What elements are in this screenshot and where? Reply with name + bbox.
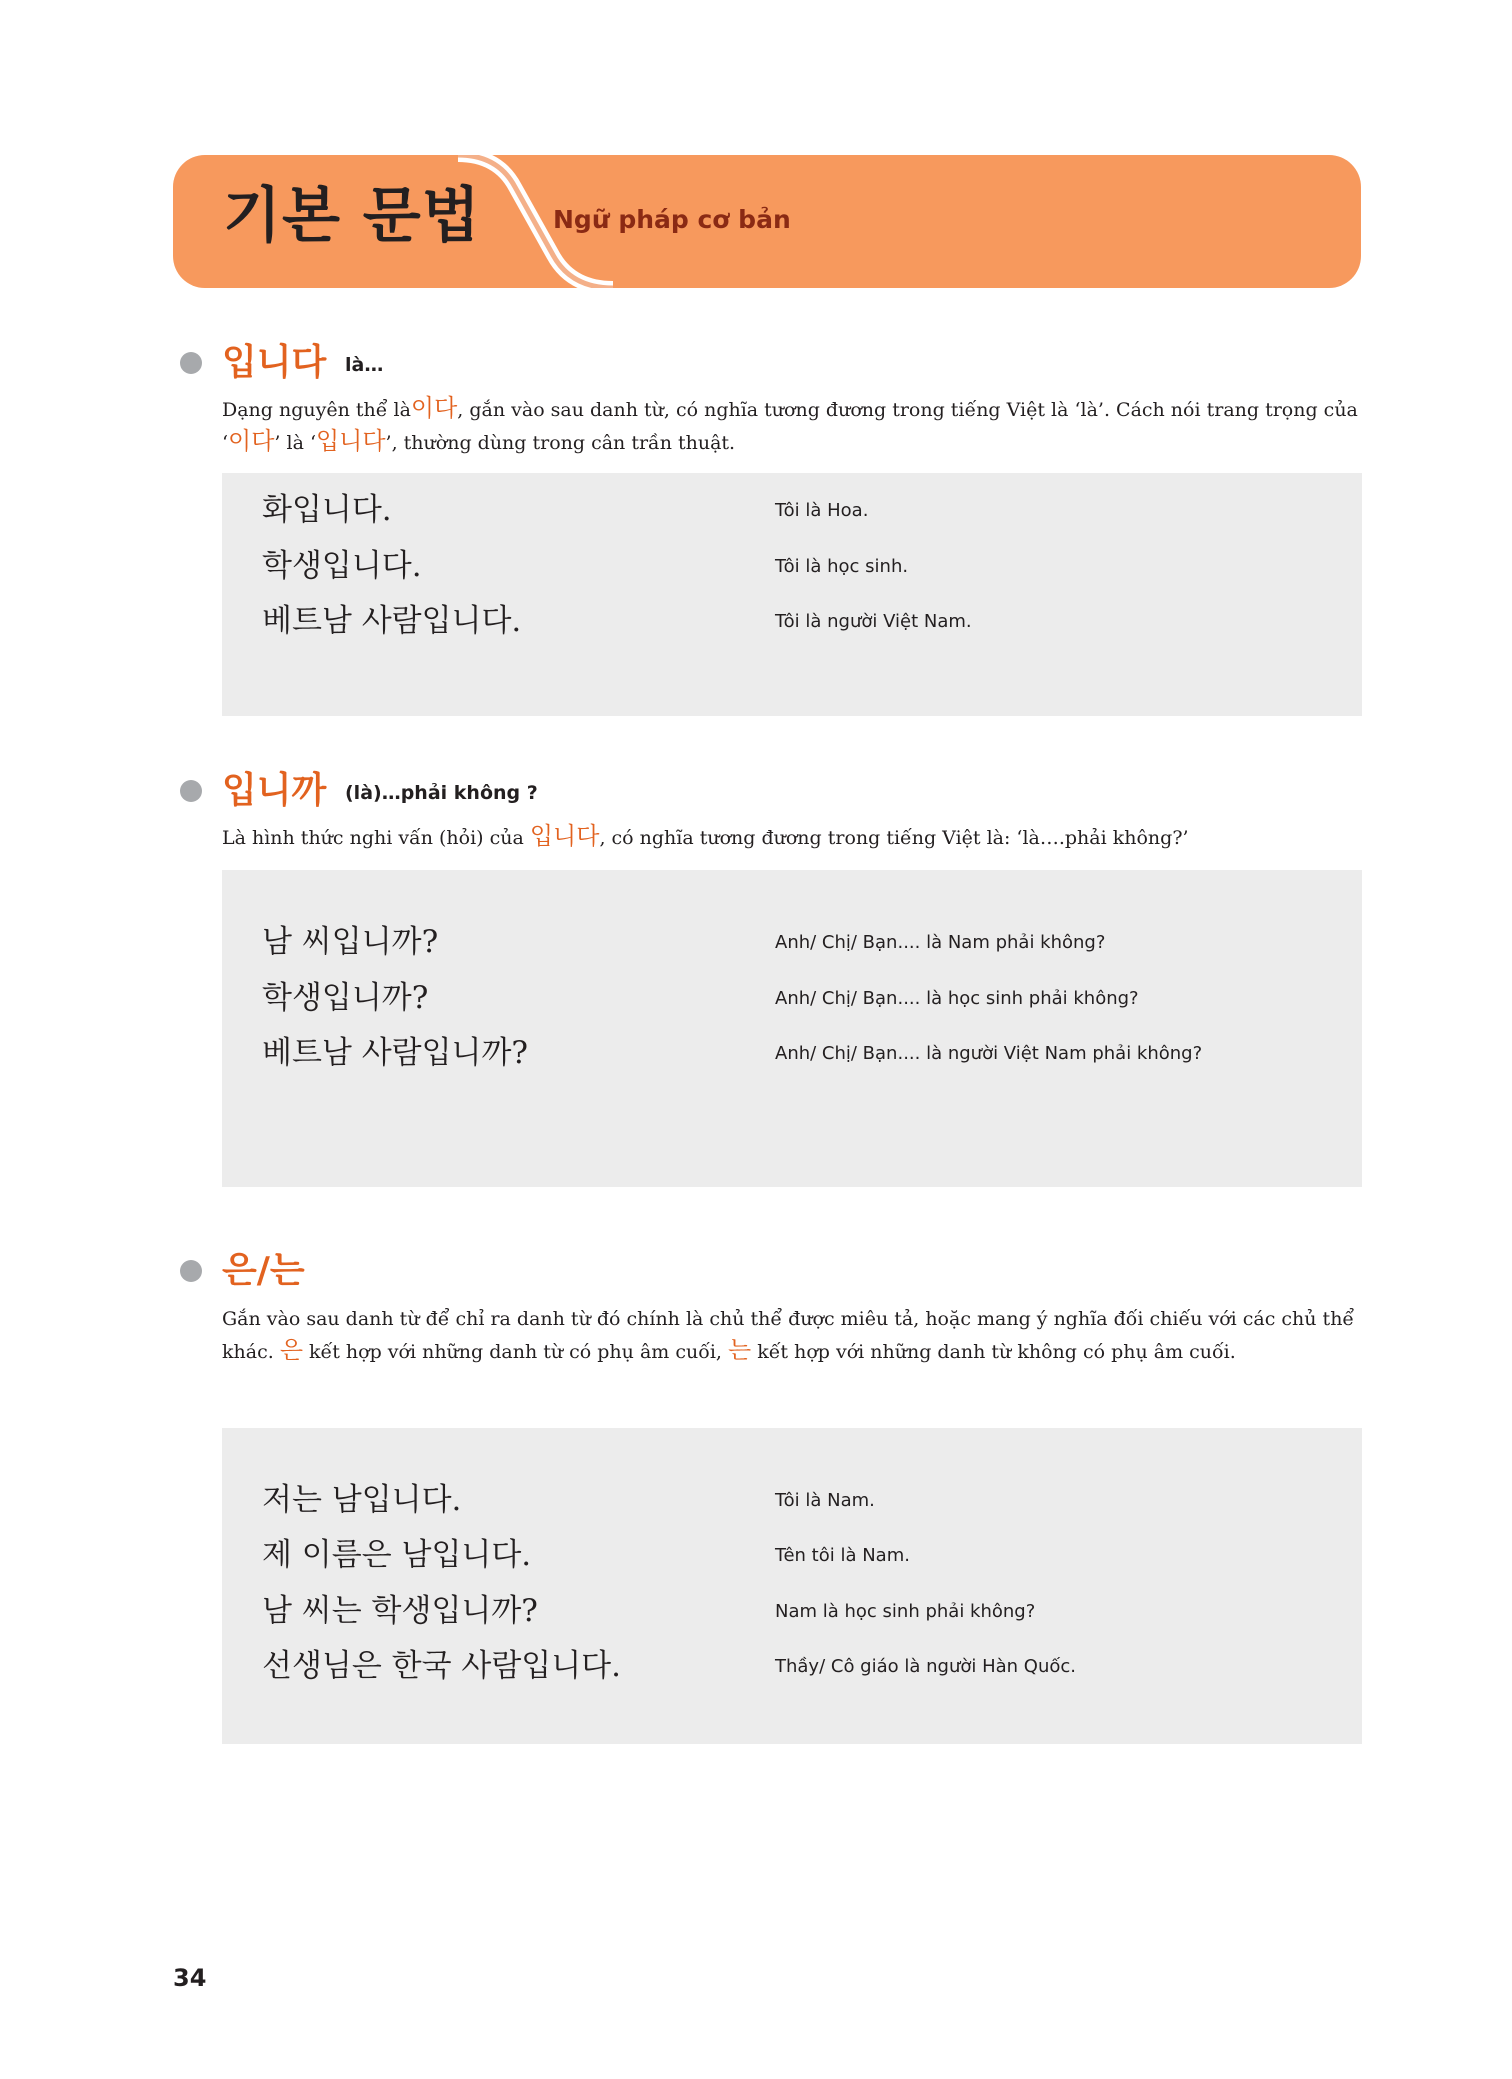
desc-korean: 는 (728, 1336, 752, 1364)
example-korean: 학생입니까? (262, 980, 429, 1016)
example-korean: 화입니다. (262, 492, 392, 528)
example-translation: Nam là học sinh phải không? (775, 1601, 1036, 1622)
example-translation: Anh/ Chị/ Bạn.... là người Việt Nam phải không? (775, 1043, 1203, 1064)
desc-text: , có nghĩa tương đương trong tiếng Việt là: ‘là….phải không?’ (599, 827, 1189, 849)
desc-korean: 입니다 (315, 427, 386, 455)
section-title: 은/는 (222, 1250, 305, 1291)
section-title: 입니다 (222, 342, 327, 383)
desc-text: Là hình thức nghi vấn (hỏi) của (222, 827, 530, 849)
example-translation: Tôi là Hoa. (775, 500, 869, 521)
example-translation: Tôi là người Việt Nam. (775, 611, 972, 632)
desc-korean: 이다 (228, 427, 275, 455)
desc-text: ’ là ‘ (274, 432, 316, 454)
desc-text: kết hợp với những danh từ không có phụ âm cuối. (751, 1341, 1236, 1363)
section-description (222, 1304, 1362, 1368)
section-description (222, 821, 1362, 854)
example-row (262, 920, 1322, 976)
desc-korean: 입니다 (529, 822, 600, 850)
example-row (262, 976, 1322, 1032)
section-description (222, 393, 1362, 459)
example-korean: 제 이름은 남입니다. (262, 1537, 532, 1573)
desc-korean: 은 (279, 1336, 303, 1364)
bullet-icon (180, 780, 202, 802)
example-korean: 선생님은 한국 사람입니다. (262, 1648, 621, 1684)
desc-text: Gắn vào sau danh từ để chỉ ra danh từ đó chính là chủ thể được miêu tả, hoặc mang ý nghĩa đối chiếu với các chủ thể khác. (222, 1308, 1355, 1363)
example-translation: Tôi là học sinh. (775, 556, 909, 577)
example-translation: Anh/ Chị/ Bạn.... là học sinh phải không? (775, 988, 1139, 1009)
example-korean: 저는 남입니다. (262, 1482, 462, 1518)
desc-text: , gắn vào sau danh từ, có nghĩa tương đương trong tiếng Việt là ‘là’. Cách nói trang trọng của ‘ (222, 399, 1358, 454)
example-korean: 학생입니다. (262, 548, 422, 584)
header-banner (173, 155, 1361, 288)
example-row (262, 1533, 1322, 1589)
example-korean: 남 씨는 학생입니까? (262, 1593, 538, 1629)
example-box (222, 1428, 1362, 1744)
example-translation: Tôi là Nam. (775, 1490, 875, 1511)
example-row (262, 488, 1322, 544)
page-subtitle: Ngữ pháp cơ bản (553, 205, 791, 234)
example-box (222, 473, 1362, 716)
desc-korean: 이다 (410, 394, 458, 422)
example-row (262, 544, 1322, 600)
desc-text: ’, thường dùng trong cân trần thuật. (385, 432, 736, 454)
section-title: 입니까 (222, 770, 327, 811)
desc-text: Dạng nguyên thể là (222, 399, 411, 421)
example-korean: 베트남 사람입니까? (262, 1035, 529, 1071)
example-row (262, 1644, 1322, 1700)
example-row (262, 1478, 1322, 1534)
example-translation: Thầy/ Cô giáo là người Hàn Quốc. (775, 1656, 1076, 1677)
example-translation: Anh/ Chị/ Bạn.... là Nam phải không? (775, 932, 1106, 953)
bullet-icon (180, 352, 202, 374)
example-row (262, 1589, 1322, 1645)
example-translation: Tên tôi là Nam. (775, 1545, 910, 1566)
desc-text: kết hợp với những danh từ có phụ âm cuối, (303, 1341, 728, 1363)
section-gloss: là… (345, 354, 384, 376)
example-row (262, 599, 1322, 655)
page-number: 34 (173, 1964, 207, 1992)
bullet-icon (180, 1260, 202, 1282)
example-korean: 남 씨입니까? (262, 924, 439, 960)
page-title: 기본 문법 (223, 181, 481, 251)
example-row (262, 1031, 1322, 1087)
example-korean: 베트남 사람입니다. (262, 603, 522, 639)
section-gloss: (là)…phải không ? (345, 782, 538, 804)
example-box (222, 870, 1362, 1187)
